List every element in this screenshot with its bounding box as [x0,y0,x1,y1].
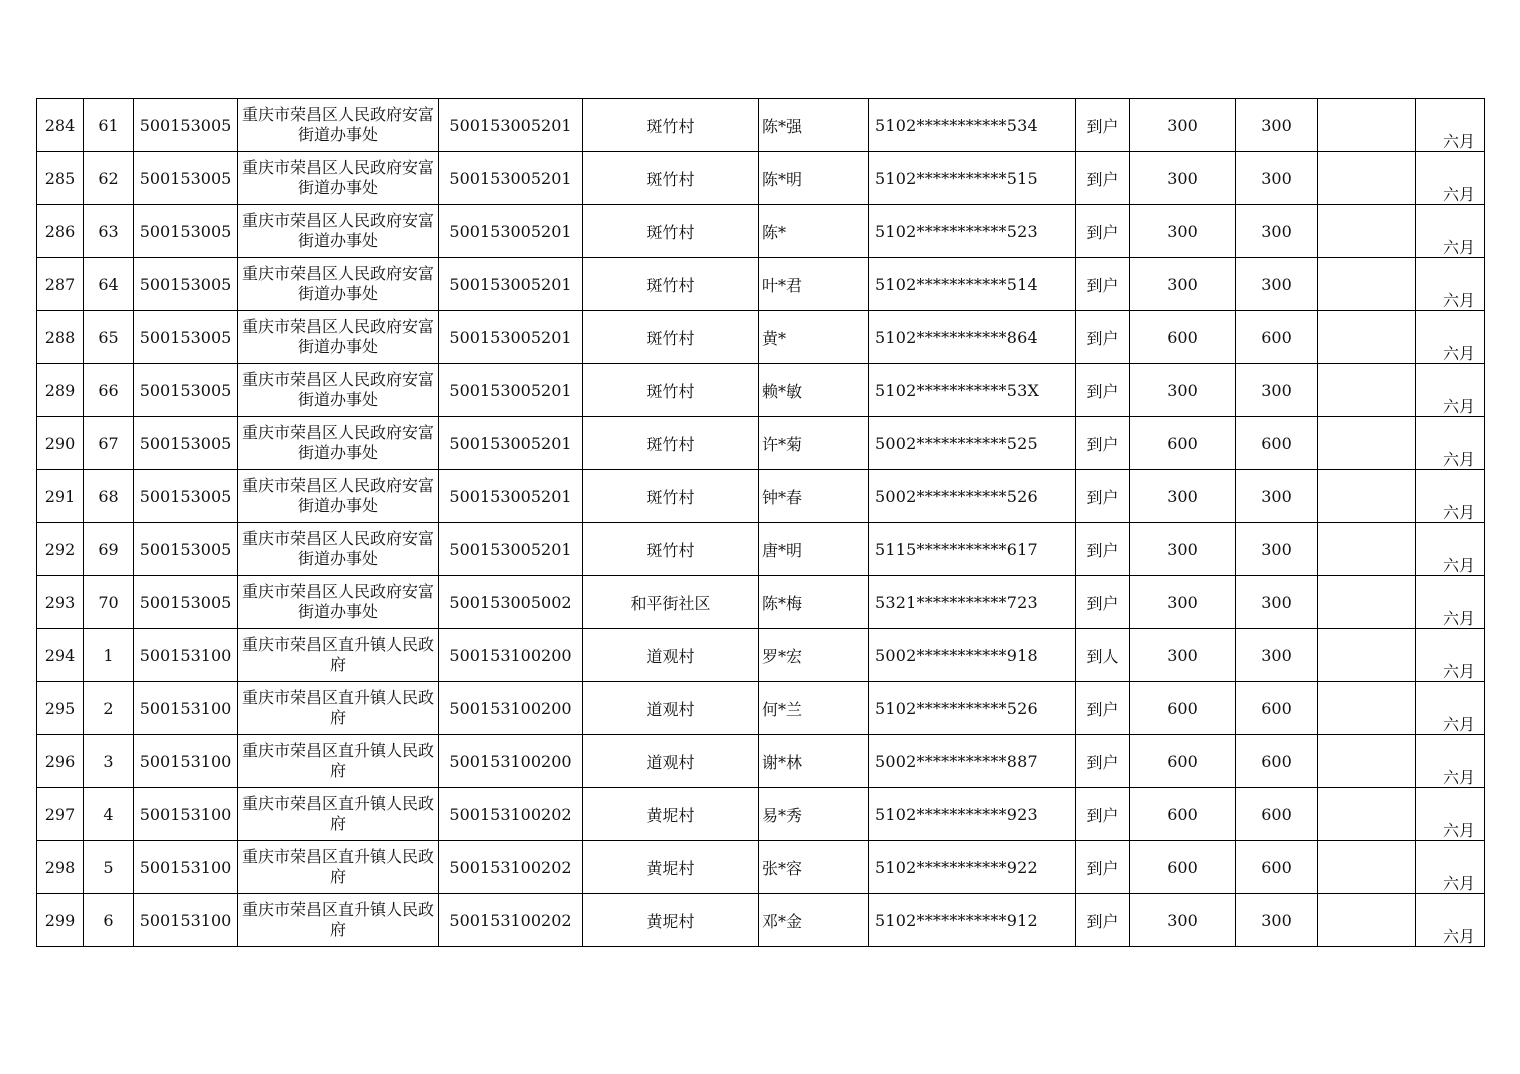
id-number-cell: 5102***********922 [869,841,1076,894]
org-code-cell: 500153005 [134,311,238,364]
month-label: 六月 [1442,238,1475,257]
id-number-cell: 5002***********526 [869,470,1076,523]
amount-cell: 300 [1130,523,1236,576]
month-cell [1416,523,1485,576]
org-name-cell: 重庆市荣昌区人民政府安富街道办事处 [238,470,439,523]
org-name-cell: 重庆市荣昌区人民政府安富街道办事处 [238,152,439,205]
row-sub-seq-cell: 4 [84,788,134,841]
person-name-cell: 邓*金 [759,894,869,947]
row-seq-cell: 295 [37,682,84,735]
note-cell [1318,470,1416,523]
village-name-cell: 斑竹村 [583,258,759,311]
month-label: 六月 [1442,768,1475,787]
id-number-cell: 5115***********617 [869,523,1076,576]
amount-cell: 300 [1130,205,1236,258]
village-code-cell: 500153100200 [439,735,583,788]
payment-method-cell: 到户 [1076,682,1130,735]
table-row [37,99,1485,152]
row-sub-seq-cell: 67 [84,417,134,470]
org-code-cell: 500153100 [134,841,238,894]
month-cell [1416,629,1485,682]
payment-method-cell: 到户 [1076,576,1130,629]
row-seq-cell: 287 [37,258,84,311]
payment-method-cell: 到户 [1076,258,1130,311]
month-label: 六月 [1442,344,1475,363]
org-name-cell: 重庆市荣昌区人民政府安富街道办事处 [238,576,439,629]
village-code-cell: 500153005002 [439,576,583,629]
amount-paid-cell: 300 [1236,523,1318,576]
village-name-cell: 道观村 [583,682,759,735]
amount-paid-cell: 600 [1236,735,1318,788]
month-label: 六月 [1442,291,1475,310]
note-cell [1318,682,1416,735]
amount-cell: 300 [1130,894,1236,947]
id-number-cell: 5102***********864 [869,311,1076,364]
org-code-cell: 500153005 [134,523,238,576]
village-code-cell: 500153005201 [439,99,583,152]
person-name-cell: 谢*林 [759,735,869,788]
org-code-cell: 500153100 [134,894,238,947]
amount-cell: 300 [1130,629,1236,682]
note-cell [1318,205,1416,258]
month-cell [1416,258,1485,311]
id-number-cell: 5102***********523 [869,205,1076,258]
village-name-cell: 斑竹村 [583,417,759,470]
id-number-cell: 5102***********526 [869,682,1076,735]
table-row [37,629,1485,682]
village-name-cell: 和平街社区 [583,576,759,629]
row-sub-seq-cell: 1 [84,629,134,682]
row-seq-cell: 292 [37,523,84,576]
village-code-cell: 500153100202 [439,788,583,841]
payment-method-cell: 到户 [1076,311,1130,364]
payment-method-cell: 到户 [1076,205,1130,258]
row-seq-cell: 293 [37,576,84,629]
village-code-cell: 500153005201 [439,205,583,258]
table-row [37,205,1485,258]
village-name-cell: 斑竹村 [583,99,759,152]
org-code-cell: 500153005 [134,470,238,523]
village-name-cell: 道观村 [583,629,759,682]
amount-cell: 300 [1130,258,1236,311]
id-number-cell: 5102***********515 [869,152,1076,205]
month-cell [1416,152,1485,205]
id-number-cell: 5002***********887 [869,735,1076,788]
payment-method-cell: 到户 [1076,99,1130,152]
note-cell [1318,152,1416,205]
table-row [37,576,1485,629]
person-name-cell: 钟*春 [759,470,869,523]
table-row [37,364,1485,417]
amount-cell: 300 [1130,576,1236,629]
org-code-cell: 500153005 [134,417,238,470]
table-row [37,523,1485,576]
subsidy-roster-table [36,98,1485,947]
row-sub-seq-cell: 69 [84,523,134,576]
row-seq-cell: 285 [37,152,84,205]
table-row [37,841,1485,894]
amount-paid-cell: 600 [1236,788,1318,841]
month-label: 六月 [1442,556,1475,575]
org-code-cell: 500153005 [134,99,238,152]
org-code-cell: 500153100 [134,788,238,841]
village-code-cell: 500153100202 [439,894,583,947]
row-sub-seq-cell: 66 [84,364,134,417]
org-name-cell: 重庆市荣昌区直升镇人民政府 [238,629,439,682]
village-name-cell: 斑竹村 [583,470,759,523]
amount-cell: 600 [1130,417,1236,470]
person-name-cell: 赖*敏 [759,364,869,417]
person-name-cell: 罗*宏 [759,629,869,682]
village-code-cell: 500153100200 [439,629,583,682]
month-label: 六月 [1442,185,1475,204]
row-sub-seq-cell: 63 [84,205,134,258]
payment-method-cell: 到户 [1076,841,1130,894]
id-number-cell: 5102***********534 [869,99,1076,152]
note-cell [1318,99,1416,152]
village-name-cell: 道观村 [583,735,759,788]
id-number-cell: 5102***********53X [869,364,1076,417]
amount-paid-cell: 600 [1236,841,1318,894]
row-sub-seq-cell: 6 [84,894,134,947]
org-name-cell: 重庆市荣昌区直升镇人民政府 [238,894,439,947]
org-code-cell: 500153100 [134,735,238,788]
row-sub-seq-cell: 68 [84,470,134,523]
amount-cell: 600 [1130,788,1236,841]
org-code-cell: 500153005 [134,258,238,311]
month-label: 六月 [1442,397,1475,416]
amount-paid-cell: 300 [1236,894,1318,947]
row-sub-seq-cell: 65 [84,311,134,364]
id-number-cell: 5102***********912 [869,894,1076,947]
note-cell [1318,364,1416,417]
month-cell [1416,841,1485,894]
note-cell [1318,788,1416,841]
person-name-cell: 陈* [759,205,869,258]
amount-cell: 300 [1130,99,1236,152]
month-label: 六月 [1442,927,1475,946]
amount-paid-cell: 300 [1236,364,1318,417]
amount-paid-cell: 300 [1236,205,1318,258]
village-code-cell: 500153005201 [439,523,583,576]
payment-method-cell: 到户 [1076,152,1130,205]
village-name-cell: 斑竹村 [583,364,759,417]
person-name-cell: 黄* [759,311,869,364]
org-name-cell: 重庆市荣昌区直升镇人民政府 [238,788,439,841]
month-cell [1416,735,1485,788]
table-row [37,311,1485,364]
month-label: 六月 [1442,715,1475,734]
amount-cell: 600 [1130,682,1236,735]
payment-method-cell: 到户 [1076,894,1130,947]
village-name-cell: 黄坭村 [583,788,759,841]
amount-cell: 300 [1130,364,1236,417]
note-cell [1318,523,1416,576]
note-cell [1318,417,1416,470]
note-cell [1318,576,1416,629]
amount-paid-cell: 600 [1236,417,1318,470]
note-cell [1318,841,1416,894]
person-name-cell: 叶*君 [759,258,869,311]
amount-cell: 600 [1130,841,1236,894]
id-number-cell: 5102***********923 [869,788,1076,841]
row-sub-seq-cell: 5 [84,841,134,894]
person-name-cell: 许*菊 [759,417,869,470]
amount-paid-cell: 300 [1236,629,1318,682]
row-seq-cell: 290 [37,417,84,470]
org-name-cell: 重庆市荣昌区直升镇人民政府 [238,682,439,735]
table-row [37,417,1485,470]
month-cell [1416,364,1485,417]
amount-paid-cell: 300 [1236,470,1318,523]
village-name-cell: 斑竹村 [583,205,759,258]
row-sub-seq-cell: 70 [84,576,134,629]
month-label: 六月 [1442,609,1475,628]
org-code-cell: 500153005 [134,576,238,629]
amount-paid-cell: 300 [1236,99,1318,152]
table-row [37,735,1485,788]
amount-paid-cell: 600 [1236,311,1318,364]
table-row [37,152,1485,205]
person-name-cell: 陈*明 [759,152,869,205]
org-code-cell: 500153100 [134,629,238,682]
village-code-cell: 500153100202 [439,841,583,894]
payment-method-cell: 到户 [1076,364,1130,417]
row-seq-cell: 284 [37,99,84,152]
village-name-cell: 斑竹村 [583,311,759,364]
person-name-cell: 易*秀 [759,788,869,841]
row-seq-cell: 299 [37,894,84,947]
month-cell [1416,682,1485,735]
org-name-cell: 重庆市荣昌区人民政府安富街道办事处 [238,311,439,364]
table-row [37,788,1485,841]
amount-paid-cell: 600 [1236,682,1318,735]
org-name-cell: 重庆市荣昌区人民政府安富街道办事处 [238,523,439,576]
month-cell [1416,99,1485,152]
month-label: 六月 [1442,503,1475,522]
org-name-cell: 重庆市荣昌区人民政府安富街道办事处 [238,205,439,258]
amount-cell: 300 [1130,470,1236,523]
payment-method-cell: 到户 [1076,470,1130,523]
amount-paid-cell: 300 [1236,152,1318,205]
id-number-cell: 5002***********525 [869,417,1076,470]
month-label: 六月 [1442,132,1475,151]
id-number-cell: 5102***********514 [869,258,1076,311]
person-name-cell: 张*容 [759,841,869,894]
note-cell [1318,258,1416,311]
month-cell [1416,311,1485,364]
table-row [37,682,1485,735]
payment-method-cell: 到户 [1076,788,1130,841]
village-name-cell: 黄坭村 [583,894,759,947]
note-cell [1318,311,1416,364]
month-label: 六月 [1442,450,1475,469]
payment-method-cell: 到人 [1076,629,1130,682]
month-label: 六月 [1442,821,1475,840]
village-code-cell: 500153005201 [439,152,583,205]
table-row [37,470,1485,523]
id-number-cell: 5321***********723 [869,576,1076,629]
village-code-cell: 500153005201 [439,311,583,364]
person-name-cell: 陈*梅 [759,576,869,629]
table-body [37,99,1485,947]
village-code-cell: 500153005201 [439,364,583,417]
row-seq-cell: 291 [37,470,84,523]
row-seq-cell: 298 [37,841,84,894]
month-label: 六月 [1442,874,1475,893]
note-cell [1318,735,1416,788]
month-cell [1416,205,1485,258]
org-code-cell: 500153100 [134,682,238,735]
village-code-cell: 500153005201 [439,258,583,311]
org-code-cell: 500153005 [134,205,238,258]
amount-cell: 600 [1130,311,1236,364]
payment-method-cell: 到户 [1076,417,1130,470]
table-row [37,894,1485,947]
person-name-cell: 陈*强 [759,99,869,152]
org-name-cell: 重庆市荣昌区人民政府安富街道办事处 [238,99,439,152]
amount-cell: 600 [1130,735,1236,788]
org-code-cell: 500153005 [134,152,238,205]
month-cell [1416,788,1485,841]
row-sub-seq-cell: 61 [84,99,134,152]
village-code-cell: 500153100200 [439,682,583,735]
village-name-cell: 黄坭村 [583,841,759,894]
table-row [37,258,1485,311]
village-code-cell: 500153005201 [439,417,583,470]
org-code-cell: 500153005 [134,364,238,417]
row-seq-cell: 294 [37,629,84,682]
row-seq-cell: 286 [37,205,84,258]
month-cell [1416,417,1485,470]
amount-paid-cell: 300 [1236,576,1318,629]
village-name-cell: 斑竹村 [583,152,759,205]
row-sub-seq-cell: 2 [84,682,134,735]
person-name-cell: 唐*明 [759,523,869,576]
row-sub-seq-cell: 62 [84,152,134,205]
row-seq-cell: 289 [37,364,84,417]
row-seq-cell: 288 [37,311,84,364]
org-name-cell: 重庆市荣昌区直升镇人民政府 [238,841,439,894]
id-number-cell: 5002***********918 [869,629,1076,682]
village-code-cell: 500153005201 [439,470,583,523]
row-seq-cell: 296 [37,735,84,788]
payment-method-cell: 到户 [1076,735,1130,788]
row-seq-cell: 297 [37,788,84,841]
payment-method-cell: 到户 [1076,523,1130,576]
month-cell [1416,894,1485,947]
row-sub-seq-cell: 3 [84,735,134,788]
note-cell [1318,629,1416,682]
month-cell [1416,470,1485,523]
org-name-cell: 重庆市荣昌区直升镇人民政府 [238,735,439,788]
row-sub-seq-cell: 64 [84,258,134,311]
note-cell [1318,894,1416,947]
org-name-cell: 重庆市荣昌区人民政府安富街道办事处 [238,258,439,311]
org-name-cell: 重庆市荣昌区人民政府安富街道办事处 [238,417,439,470]
month-label: 六月 [1442,662,1475,681]
amount-paid-cell: 300 [1236,258,1318,311]
person-name-cell: 何*兰 [759,682,869,735]
org-name-cell: 重庆市荣昌区人民政府安富街道办事处 [238,364,439,417]
month-cell [1416,576,1485,629]
village-name-cell: 斑竹村 [583,523,759,576]
amount-cell: 300 [1130,152,1236,205]
